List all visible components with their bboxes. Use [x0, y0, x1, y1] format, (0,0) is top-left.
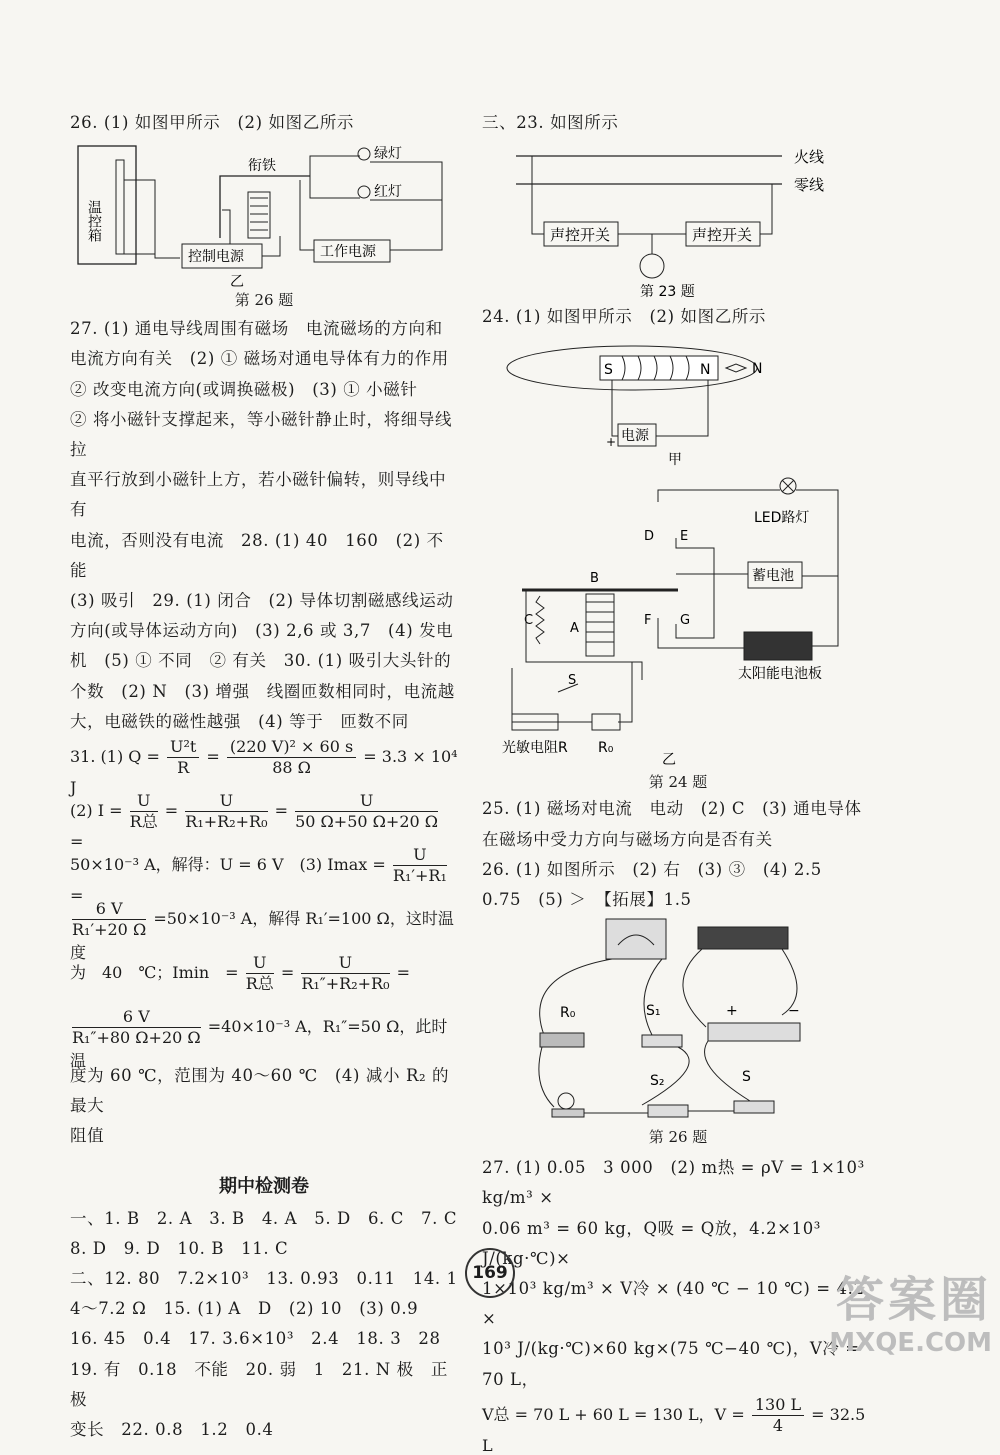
- fig23-caption: 第 23 题: [640, 284, 695, 299]
- q24-intro: 24. (1) 如图甲所示 (2) 如图乙所示: [482, 307, 767, 327]
- para-line: 1×10³ kg/m³ × V冷 × (40 ℃ − 10 ℃) = 4.2 ×: [482, 1279, 865, 1329]
- r0-resistor-block: [540, 1033, 584, 1047]
- para-line: 26. (1) 如图所示 (2) 右 (3) ③ (4) 2.5: [482, 859, 822, 879]
- para-line: 机 (5) ① 不同 ② 有关 30. (1) 吸引大头针的: [70, 651, 452, 671]
- fig26-thermo-label: 温控箱: [86, 200, 102, 243]
- para-line: 电流，否则没有电流 28. (1) 40 160 (2) 不能: [70, 530, 444, 580]
- svg-text:LED路灯: LED路灯: [754, 510, 810, 527]
- para-line: 0.06 m³ = 60 kg，Q吸 = Q放，4.2×10³ J/(kg·℃)×: [482, 1218, 822, 1268]
- answer-line: 16. 45 0.4 17. 3.6×10³ 2.4 18. 3 28: [70, 1329, 441, 1349]
- svg-text:声控开关: 声控开关: [550, 226, 611, 245]
- answer-line: 8. D 9. D 10. B 11. C: [70, 1238, 289, 1258]
- eq27-last: V总 = 70 L + 60 L = 130 L，V = $\frac{130 L}{4}$ = 32.5 L: [482, 1394, 866, 1455]
- svg-text:F: F: [644, 613, 652, 629]
- eq31-1: 31. (1) Q = $\frac{\text{U²t}}{R}$ = $\frac{\text{(220 V)² × 60 s}}{88 \Omega}$ = 3.3 × 10⁴ J: [70, 737, 458, 798]
- work-power-label: 工作电源: [320, 244, 376, 261]
- fig23-household-circuit: [482, 138, 874, 298]
- para-line: 27. (1) 0.05 3 000 (2) m热 = ρV = 1×10³ kg/m³ ×: [482, 1158, 865, 1208]
- para-line: 大，电磁铁的磁性越强 (4) 等于 匝数不同: [70, 711, 409, 731]
- fig26b-lab-circuit: [482, 915, 874, 1127]
- para-line: 10³ J/(kg·℃)×60 kg×(75 ℃−40 ℃)，V冷 = 70 L，: [482, 1339, 860, 1389]
- para-line: 方向(或导体运动方向) (3) 2,6 或 3,7 (4) 发电: [70, 621, 454, 641]
- svg-text:B: B: [590, 571, 599, 587]
- svg-text:N: N: [700, 362, 711, 379]
- para-line: 阻值: [70, 1126, 105, 1146]
- fig24a-solenoid: [482, 332, 874, 472]
- para-line: 直平行放到小磁针上方，若小磁针偏转，则导线中有: [70, 470, 447, 520]
- svg-text:E: E: [680, 529, 689, 545]
- control-power-label: 控制电源: [188, 249, 244, 266]
- fig24-caption: 第 24 题: [648, 773, 708, 792]
- red-lamp: [358, 186, 370, 198]
- eq31-2: (2) I = $\frac{U}{\text{R总}}$ = $\frac{U}{\text{R₁+R₂+R₀}}$ = $\frac{U}{50 \Omega+50 \Omega+20 \Omega}$ =: [70, 791, 439, 852]
- svg-text:G: G: [680, 613, 691, 629]
- para-line: ② 改变电流方向(或调换磁极) (3) ① 小磁针: [70, 379, 418, 399]
- svg-text:蓄电池: 蓄电池: [752, 568, 794, 585]
- svg-text:A: A: [570, 621, 579, 637]
- para-line: 0.75 (5) ＞ 【拓展】1.5: [482, 890, 692, 910]
- answer-line: 二、12. 80 7.2×10³ 13. 0.93 0.11 14. 1: [70, 1269, 458, 1289]
- battery-holder: [708, 1023, 800, 1041]
- relay-coil: [248, 192, 270, 238]
- answer-line: 19. 有 0.18 不能 20. 弱 1 21. N 极 正极: [70, 1359, 448, 1409]
- svg-text:C: C: [524, 613, 534, 629]
- para-line: 个数 (2) N (3) 增强 线圈匝数相同时，电流越: [70, 681, 455, 701]
- svg-text:R₀: R₀: [598, 740, 614, 757]
- fig26a-sub: 乙: [230, 274, 244, 291]
- svg-text:−: −: [788, 1003, 800, 1020]
- green-lamp: [358, 148, 370, 160]
- bulb-icon: [640, 254, 664, 278]
- eq31-3: 50×10⁻³ A，解得：U = 6 V (3) Imax = $\frac{U}{\text{R₁′+R₁}}$ =: [70, 845, 447, 906]
- svg-text:电源: 电源: [621, 428, 649, 445]
- right-column: [482, 108, 874, 1455]
- para-line: 27. (1) 通电导线周围有磁场 电流磁场的方向和: [70, 319, 443, 339]
- svg-text:乙: 乙: [662, 752, 676, 769]
- svg-text:S₁: S₁: [646, 1003, 661, 1020]
- para-line: (3) 吸引 29. (1) 闭合 (2) 导体切割磁感线运动: [70, 591, 454, 611]
- svg-text:太阳能电池板: 太阳能电池板: [738, 666, 822, 683]
- q23-intro: 三、23. 如图所示: [482, 113, 619, 132]
- switch-s: [734, 1101, 774, 1113]
- switch-s2: [648, 1105, 688, 1117]
- q26-intro: 26. (1) 如图甲所示 (2) 如图乙所示: [70, 113, 355, 132]
- answer-line: 一、1. B 2. A 3. B 4. A 5. D 6. C 7. C: [70, 1208, 458, 1228]
- para-line: 度为 60 ℃，范围为 40～60 ℃ (4) 减小 R₂ 的最大: [70, 1066, 450, 1116]
- svg-text:S: S: [604, 362, 613, 379]
- svg-text:N: N: [752, 361, 763, 378]
- svg-text:声控开关: 声控开关: [692, 226, 753, 245]
- svg-text:S: S: [742, 1069, 751, 1086]
- red-lamp-label: 红灯: [374, 184, 402, 201]
- meter-icon: [606, 919, 666, 959]
- page-number: 169: [465, 1248, 515, 1298]
- svg-text:S₂: S₂: [650, 1073, 665, 1090]
- eq31-5: 为 40 ℃；Imin = $\frac{U}{\text{R总}}$ = $\frac{U}{\text{R₁″+R₂+R₀}}$ =: [70, 953, 410, 994]
- answer-line: 4～7.2 Ω 15. (1) A D (2) 10 (3) 0.9: [70, 1299, 419, 1319]
- switch-s1: [642, 1035, 682, 1047]
- para-line: ② 将小磁针支撑起来，等小磁针静止时，将细导线拉: [70, 409, 453, 460]
- para-line: 25. (1) 磁场对电流 电动 (2) C (3) 通电导体: [482, 799, 862, 819]
- svg-text:S: S: [568, 673, 577, 689]
- svg-text:+: +: [606, 435, 617, 450]
- svg-text:光敏电阻R: 光敏电阻R: [502, 740, 568, 757]
- eq31-6: $\frac{6 V}{\text{R₁″+80 Ω+20 Ω}}$ =40×10⁻³ A，R₁″=50 Ω，此时温: [70, 1007, 448, 1071]
- svg-text:甲: 甲: [668, 452, 682, 469]
- lamp-icon: [558, 1093, 574, 1109]
- fig26-relay-circuit: [70, 140, 458, 290]
- fig26a-caption: 第 26 题: [234, 291, 294, 310]
- fig26b-caption: 第 26 题: [648, 1128, 708, 1147]
- eq31-4: $\frac{6 V}{\text{R₁′+20 Ω}}$ =50×10⁻³ A，解得 R₁′=100 Ω，这时温度: [70, 899, 454, 963]
- green-lamp-label: 绿灯: [374, 146, 402, 163]
- svg-text:D: D: [644, 529, 655, 545]
- armature-label: 衔铁: [248, 158, 276, 175]
- fig24b-solar-led-circuit: [482, 472, 874, 772]
- para-line: 在磁场中受力方向与磁场方向是否有关: [482, 829, 773, 849]
- live-wire-label: 火线: [794, 148, 825, 167]
- r0-resistor: [592, 714, 620, 730]
- svg-text:+: +: [726, 1003, 738, 1020]
- solar-panel: [744, 632, 812, 660]
- svg-text:R₀: R₀: [560, 1005, 576, 1022]
- rheostat-icon: [698, 927, 788, 949]
- answer-line: 变长 22. 0.8 1.2 0.4: [70, 1420, 274, 1440]
- watermark: 答案圈 MXQE.COM: [829, 1272, 992, 1358]
- left-column: [70, 108, 458, 1445]
- section-title: 期中检测卷: [219, 1175, 309, 1197]
- neutral-wire-label: 零线: [794, 176, 825, 195]
- para-line: 电流方向有关 (2) ① 磁场对通电导体有力的作用: [70, 349, 449, 369]
- electromagnet: [586, 594, 614, 656]
